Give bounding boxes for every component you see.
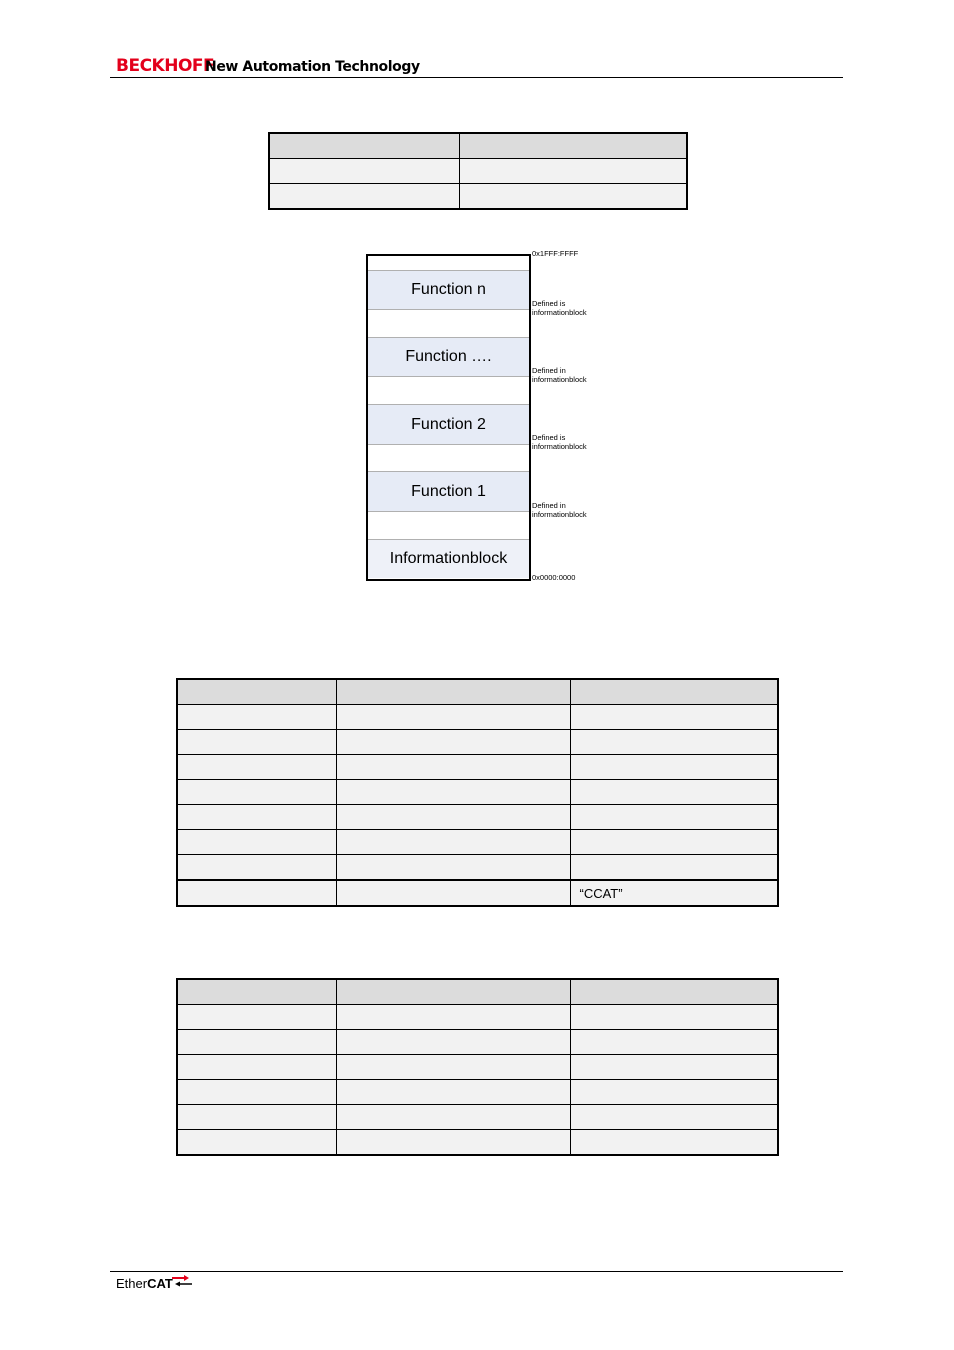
memory-block-informationblock xyxy=(368,539,529,578)
block-label: Function 1 xyxy=(411,482,486,500)
table-3 xyxy=(176,978,779,1156)
table-cell xyxy=(570,1080,778,1105)
block-label: Function 2 xyxy=(411,415,486,433)
memory-block-function-etc xyxy=(368,337,529,377)
table-cell xyxy=(570,780,778,805)
table-cell xyxy=(336,1030,570,1055)
ethercat-arrows-icon xyxy=(172,1274,192,1288)
side-label: Defined is informationblock xyxy=(532,433,587,451)
table-cell xyxy=(177,705,336,730)
table-header-row xyxy=(177,979,778,1005)
table-row xyxy=(177,830,778,855)
table-header-cell xyxy=(269,133,459,159)
side-label: Defined is informationblock xyxy=(532,299,587,317)
table-row xyxy=(177,1130,778,1156)
table-header-cell xyxy=(177,979,336,1005)
table-cell xyxy=(336,830,570,855)
table-header-row xyxy=(177,679,778,705)
table-row xyxy=(177,1030,778,1055)
table-header-cell xyxy=(570,679,778,705)
bottom-address-label: 0x0000:0000 xyxy=(532,573,576,582)
table-row xyxy=(269,159,687,184)
header-divider xyxy=(110,77,843,78)
table-cell xyxy=(336,1105,570,1130)
table-2 xyxy=(176,678,779,907)
table-header-cell xyxy=(459,133,687,159)
table-cell xyxy=(336,880,570,906)
table-cell xyxy=(459,159,687,184)
table-row xyxy=(177,855,778,881)
table-row xyxy=(177,1105,778,1130)
table-cell: “CCAT” xyxy=(570,880,778,906)
table-row xyxy=(177,805,778,830)
table-row xyxy=(177,880,778,906)
table-cell xyxy=(570,805,778,830)
table-cell xyxy=(336,855,570,881)
side-label: Defined in informationblock xyxy=(532,366,587,384)
table-header-cell xyxy=(570,979,778,1005)
table-cell xyxy=(336,1005,570,1030)
table-cell xyxy=(570,830,778,855)
table-cell xyxy=(570,1055,778,1080)
table-cell xyxy=(336,805,570,830)
footer-divider xyxy=(110,1271,843,1272)
block-label: Function …. xyxy=(405,348,492,365)
table-cell xyxy=(177,805,336,830)
table-cell xyxy=(177,855,336,881)
ethercat-logo-right: CAT xyxy=(147,1276,173,1291)
table-cell xyxy=(570,1130,778,1156)
table-cell xyxy=(570,855,778,881)
table-cell xyxy=(177,1005,336,1030)
table-cell xyxy=(570,755,778,780)
table-row xyxy=(177,1055,778,1080)
table-cell xyxy=(570,1105,778,1130)
table-row xyxy=(177,1005,778,1030)
table-header-row xyxy=(269,133,687,159)
table-cell xyxy=(177,1055,336,1080)
memory-block-function-1 xyxy=(368,471,529,512)
table-cell xyxy=(459,184,687,210)
table-header-cell xyxy=(177,679,336,705)
table-cell xyxy=(177,880,336,906)
table-row xyxy=(269,184,687,210)
table-row xyxy=(177,755,778,780)
header-tagline: New Automation Technology xyxy=(205,59,420,75)
table-cell xyxy=(570,1005,778,1030)
side-label: Defined in informationblock xyxy=(532,501,587,519)
ethercat-logo-left: Ether xyxy=(116,1276,148,1291)
memory-block-function-n xyxy=(368,270,529,310)
table-cell xyxy=(570,705,778,730)
block-label: Function n xyxy=(411,281,486,298)
table-header-cell xyxy=(336,679,570,705)
table-cell xyxy=(336,705,570,730)
table-row xyxy=(177,780,778,805)
table-cell xyxy=(177,730,336,755)
table-row xyxy=(177,705,778,730)
table-header-cell xyxy=(336,979,570,1005)
table-cell xyxy=(177,1080,336,1105)
table-cell xyxy=(336,1055,570,1080)
table-cell xyxy=(177,1105,336,1130)
table-cell xyxy=(570,1030,778,1055)
table-cell xyxy=(570,730,778,755)
table-1 xyxy=(268,132,688,210)
table-cell xyxy=(336,755,570,780)
beckhoff-logo: BECKHOFF xyxy=(116,56,215,76)
table-cell xyxy=(336,730,570,755)
memory-map-diagram xyxy=(366,254,531,581)
table-cell xyxy=(269,159,459,184)
table-cell xyxy=(177,830,336,855)
table-cell xyxy=(336,780,570,805)
table-cell xyxy=(177,755,336,780)
table-cell xyxy=(177,780,336,805)
table-cell xyxy=(336,1080,570,1105)
table-cell xyxy=(269,184,459,210)
ethercat-logo xyxy=(116,1276,173,1292)
table-cell xyxy=(336,1130,570,1156)
memory-block-function-2 xyxy=(368,404,529,445)
block-label: Informationblock xyxy=(389,550,508,567)
table-cell xyxy=(177,1030,336,1055)
top-address-label: 0x1FFF:FFFF xyxy=(532,249,579,258)
table-row xyxy=(177,730,778,755)
table-cell xyxy=(177,1130,336,1156)
table-row xyxy=(177,1080,778,1105)
